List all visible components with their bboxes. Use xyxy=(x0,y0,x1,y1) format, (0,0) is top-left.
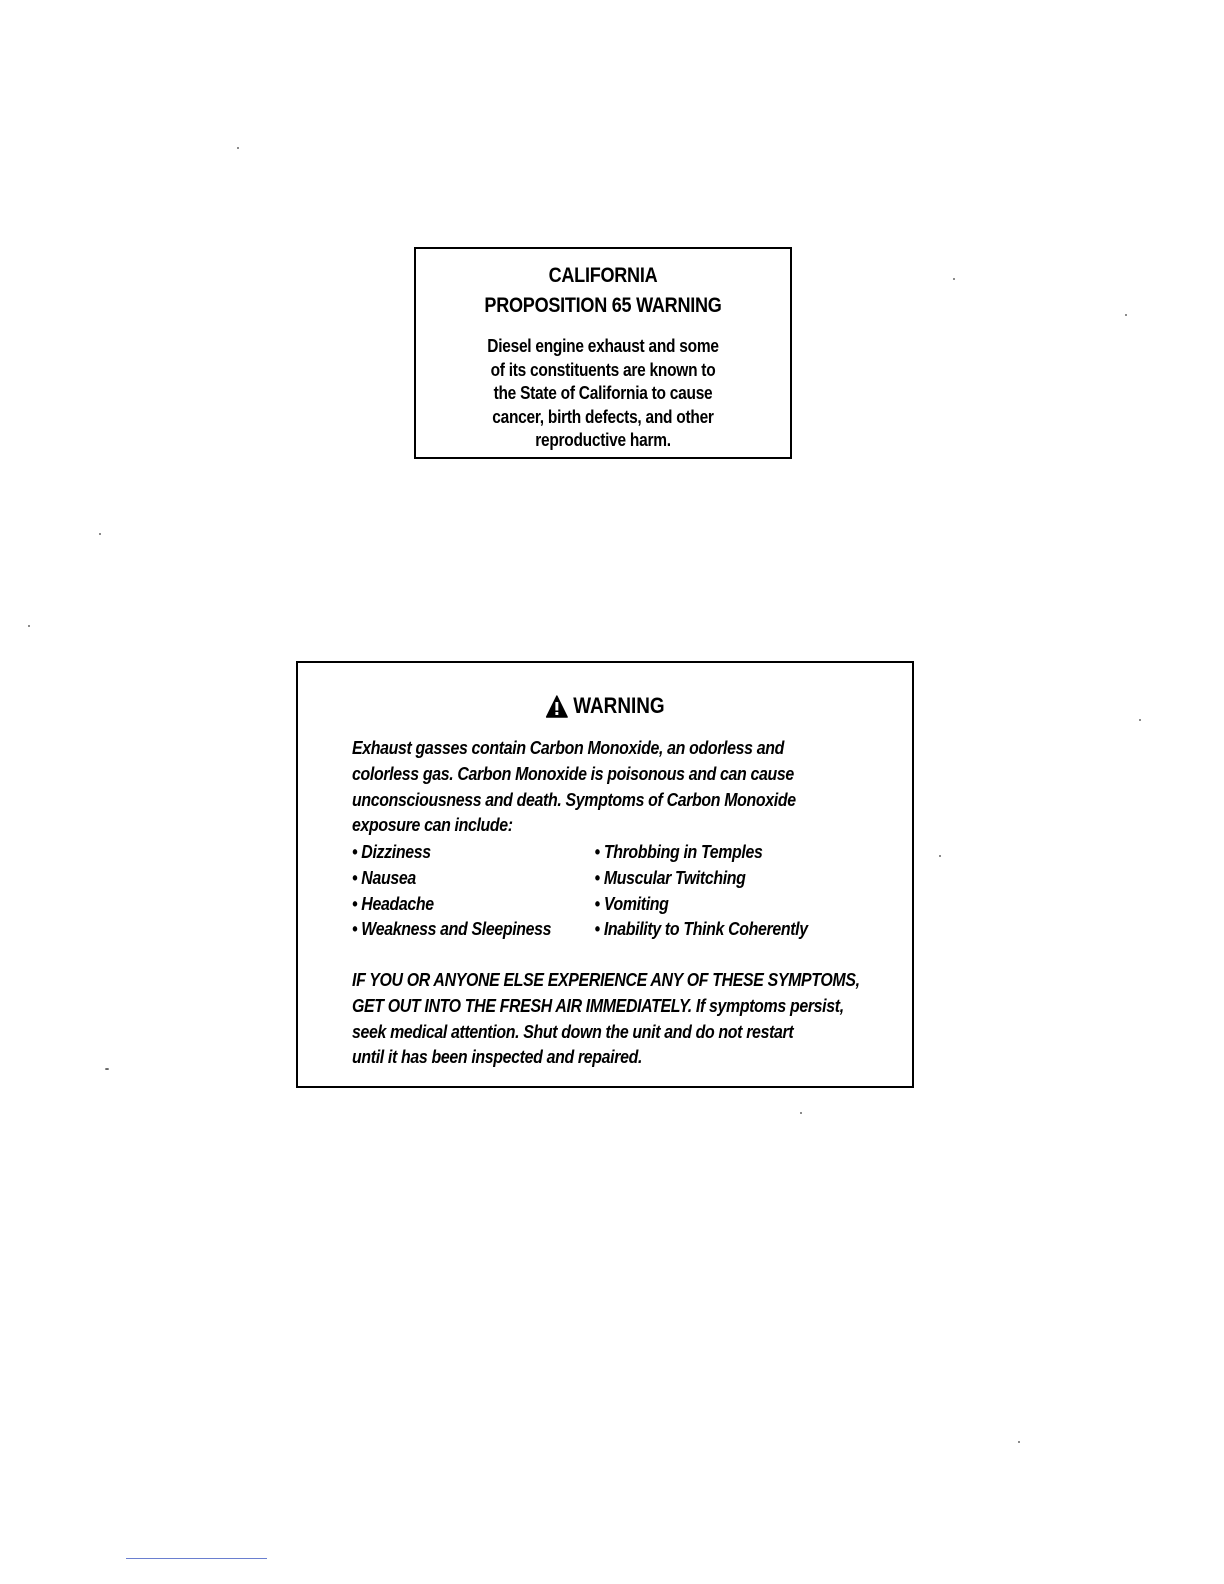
warning-action xyxy=(352,967,860,1070)
scan-speck xyxy=(800,1112,802,1114)
warning-intro-line: Exhaust gasses contain Carbon Monoxide, an odorless and xyxy=(352,737,784,758)
scan-speck xyxy=(28,625,30,627)
warning-heading-text: WARNING xyxy=(573,693,665,718)
scan-speck xyxy=(1018,1441,1020,1443)
warning-action-line: until it has been inspected and repaired. xyxy=(352,1046,643,1068)
prop65-body-line: Diesel engine exhaust and some xyxy=(487,336,719,356)
scan-line xyxy=(126,1558,267,1559)
prop65-body-line: reproductive harm. xyxy=(535,430,671,450)
scan-speck xyxy=(1139,719,1141,721)
warning-intro-line: exposure can include: xyxy=(352,814,513,836)
warning-action-line: GET OUT INTO THE FRESH AIR IMMEDIATELY. If symptoms persist, xyxy=(352,994,844,1016)
symptoms-list xyxy=(352,839,808,942)
warning-intro-line: unconsciousness and death. Symptoms of Carbon Monoxide xyxy=(352,788,796,810)
prop65-body xyxy=(442,335,764,453)
prop65-title-line1: CALIFORNIA xyxy=(548,264,658,287)
warning-action-line: IF YOU OR ANYONE ELSE EXPERIENCE ANY OF THESE SYMPTOMS, xyxy=(352,969,860,990)
scan-speck xyxy=(939,855,941,857)
warning-heading xyxy=(298,693,912,724)
scan-speck xyxy=(105,1068,109,1070)
prop65-body-line: of its constituents are known to xyxy=(490,359,716,380)
prop65-title-line2: PROPOSITION 65 WARNING xyxy=(484,294,722,317)
symptom-item: • Headache xyxy=(352,892,434,914)
carbon-monoxide-warning-box xyxy=(296,661,914,1088)
symptom-item: • Dizziness xyxy=(352,841,431,862)
prop65-warning-box xyxy=(414,247,792,459)
scan-speck xyxy=(237,147,239,149)
warning-action-line: seek medical attention. Shut down the unit and do not restart xyxy=(352,1020,794,1042)
prop65-title xyxy=(442,261,764,321)
symptom-item: • Nausea xyxy=(352,866,416,888)
warning-triangle-icon xyxy=(546,695,568,718)
symptom-item: • Vomiting xyxy=(594,892,669,914)
symptom-item: • Throbbing in Temples xyxy=(594,841,763,862)
scan-speck xyxy=(1125,314,1127,316)
symptom-item: • Inability to Think Coherently xyxy=(594,918,808,940)
scan-speck xyxy=(953,278,955,280)
warning-intro-line: colorless gas. Carbon Monoxide is poisonous and can cause xyxy=(352,762,794,784)
prop65-body-line: cancer, birth defects, and other xyxy=(492,406,714,427)
symptom-item: • Muscular Twitching xyxy=(594,866,746,888)
symptom-item: • Weakness and Sleepiness xyxy=(352,918,552,940)
scan-speck xyxy=(99,533,101,535)
prop65-body-line: the State of California to cause xyxy=(493,383,713,403)
warning-intro xyxy=(352,735,834,838)
